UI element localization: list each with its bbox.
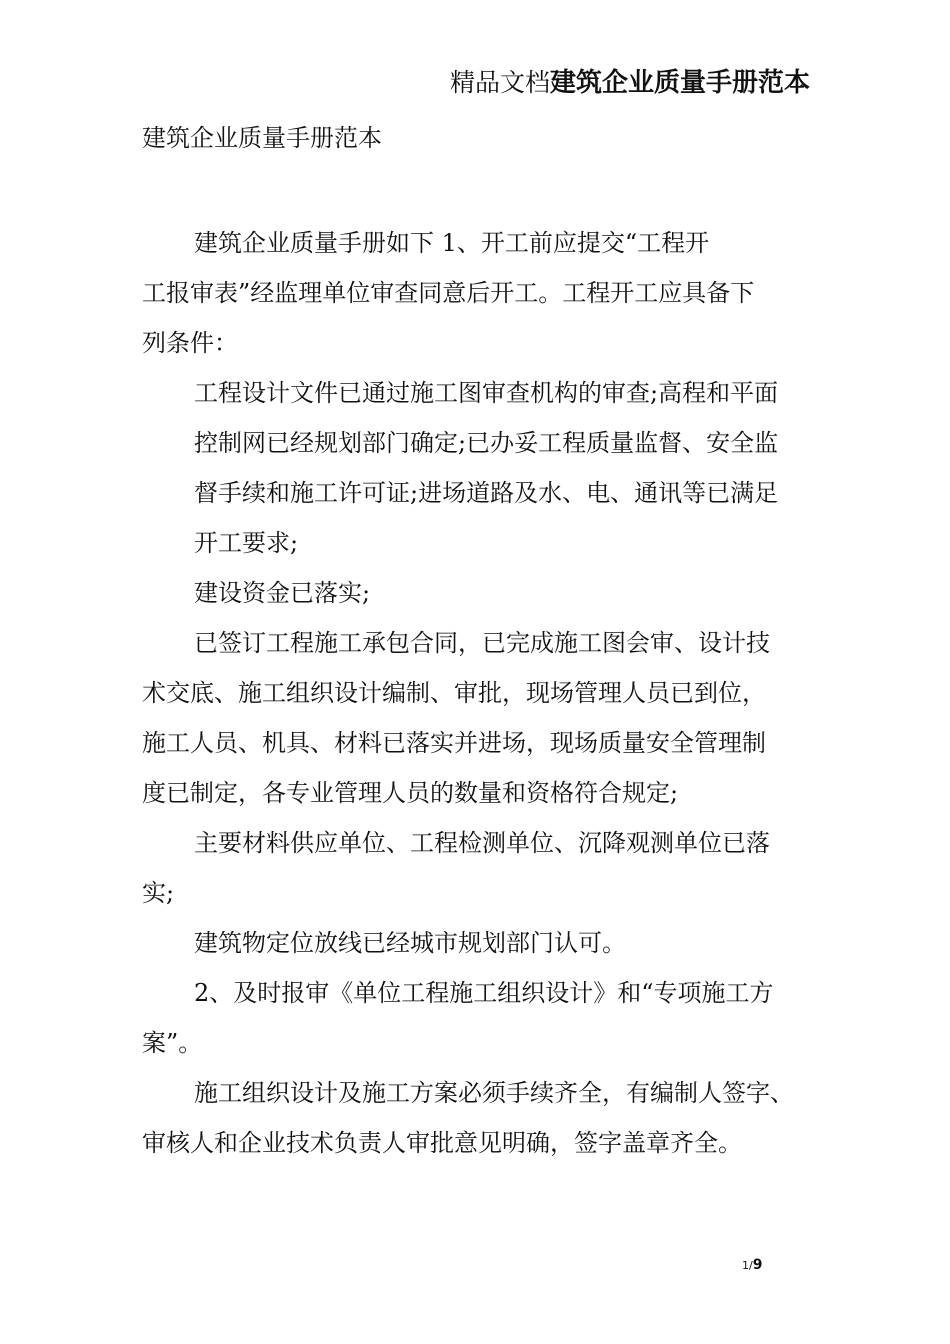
page-header	[0, 62, 810, 99]
text-line: 施工组织设计及施工方案必须手续齐全，有编制人签字、	[194, 1079, 794, 1107]
text-line: 实;	[142, 879, 175, 907]
document-body	[142, 218, 842, 1168]
text-line: 工程设计文件已通过施工图审查机构的审查;高程和平面	[194, 379, 779, 407]
text-line: 术交底、施工组织设计编制、审批，现场管理人员已到位，	[142, 679, 766, 707]
paragraph-3	[142, 568, 842, 618]
text-line: 主要材料供应单位、工程检测单位、沉降观测单位已落	[194, 829, 770, 857]
header-prefix: 精品文档	[449, 68, 550, 97]
page-current: 1/	[742, 1259, 753, 1272]
document-title: 建筑企业质量手册范本	[142, 124, 382, 152]
text-line: 审核人和企业技术负责人审批意见明确，签字盖章齐全。	[142, 1129, 742, 1157]
text-line: 控制网已经规划部门确定;已办妥工程质量监督、安全监	[194, 429, 779, 457]
paragraph-6	[142, 918, 842, 968]
header-title: 建筑企业质量手册范本	[549, 68, 810, 98]
text-line: 度已制定，各专业管理人员的数量和资格符合规定;	[142, 779, 679, 807]
text-line: 列条件：	[142, 329, 238, 357]
paragraph-2	[142, 368, 842, 568]
page-total: 9	[752, 1257, 763, 1273]
text-line: 2、及时报审《单位工程施工组织设计》和“专项施工方	[194, 979, 774, 1007]
text-line: 开工要求;	[194, 529, 299, 557]
text-line: 已签订工程施工承包合同，已完成施工图会审、设计技	[194, 629, 770, 657]
paragraph-8	[142, 1068, 842, 1168]
paragraph-1	[142, 218, 842, 368]
page-number	[742, 1254, 762, 1273]
text-line: 督手续和施工许可证;进场道路及水、电、通讯等已满足	[194, 479, 779, 507]
paragraph-7	[142, 968, 842, 1068]
text-line: 建筑物定位放线已经城市规划部门认可。	[194, 929, 626, 957]
text-line: 工报审表”经监理单位审查同意后开工。工程开工应具备下	[142, 279, 755, 307]
paragraph-5	[142, 818, 842, 918]
text-line: 建设资金已落实;	[194, 579, 371, 607]
text-line: 案”。	[142, 1029, 203, 1057]
paragraph-4	[142, 618, 842, 818]
text-line: 建筑企业质量手册如下 1、开工前应提交“工程开	[194, 229, 710, 257]
text-line: 施工人员、机具、材料已落实并进场，现场质量安全管理制	[142, 729, 766, 757]
